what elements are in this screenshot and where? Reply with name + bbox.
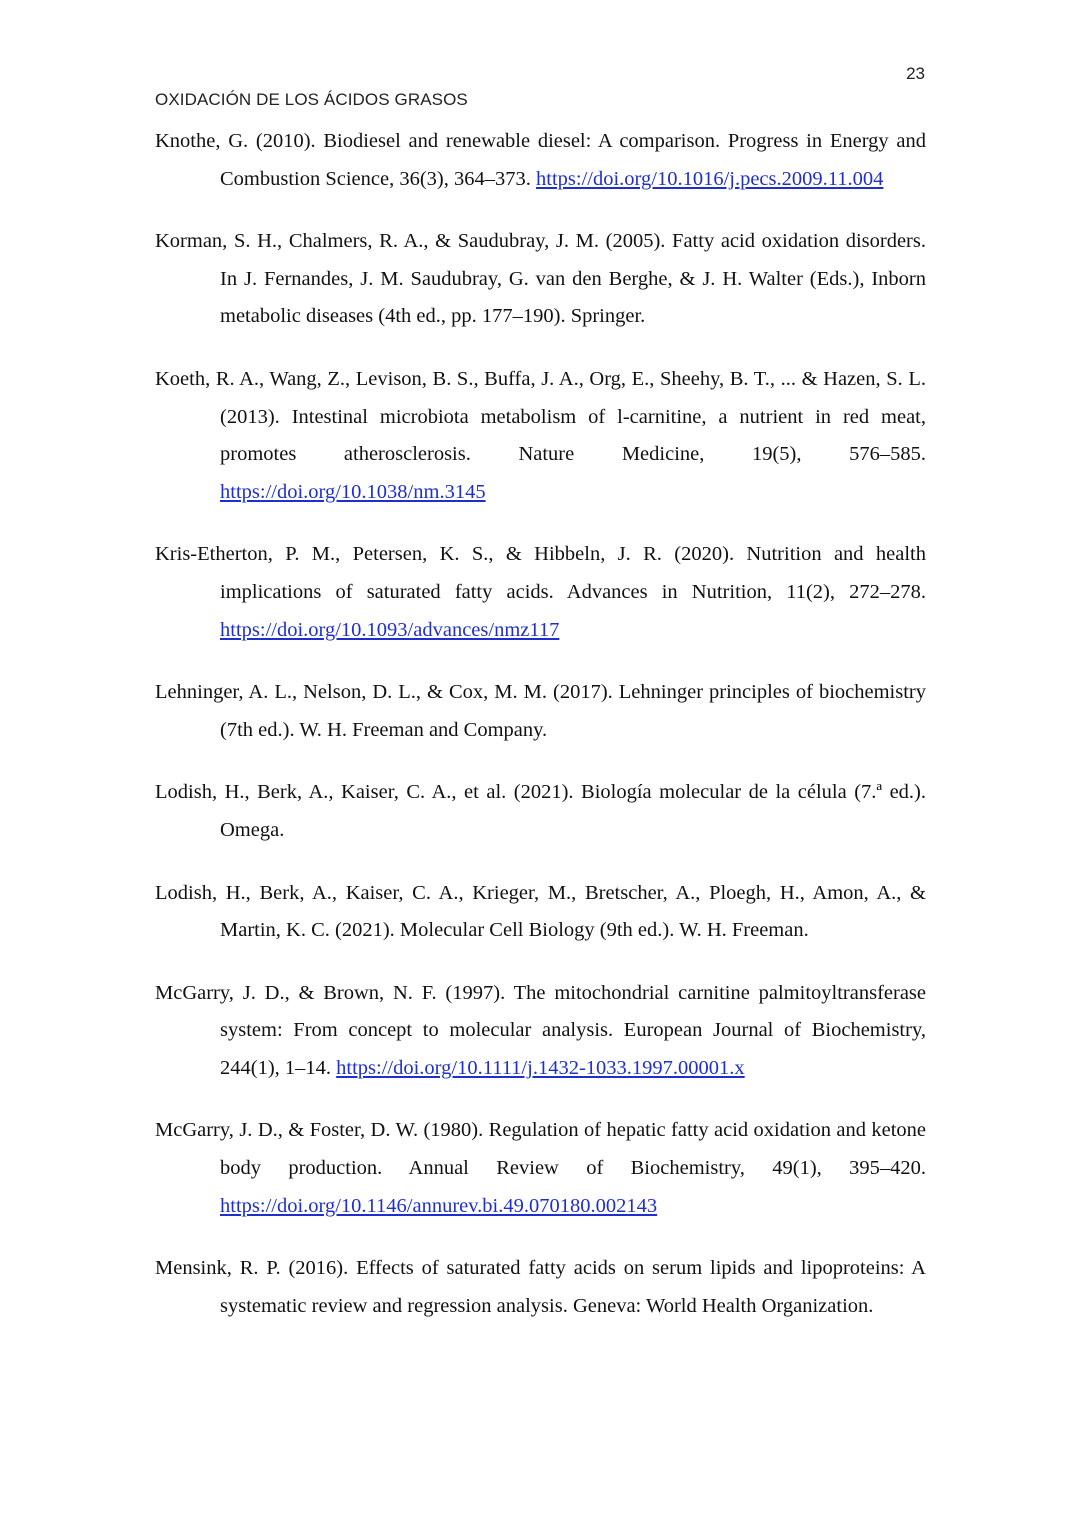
reference-entry: [155, 1250, 926, 1325]
reference-text: Knothe, G. (2010). Biodiesel and renewable diesel: A comparison. Progress in Energy and Combustion Science, 36(3), 364–373.: [155, 130, 926, 190]
reference-text: Lodish, H., Berk, A., Kaiser, C. A., Krieger, M., Bretscher, A., Ploegh, H., Amon, A., & Martin, K. C. (2021). Molecular Cell Biology (9th ed.). W. H. Freeman.: [155, 881, 926, 942]
reference-entry: [155, 361, 926, 511]
reference-text: McGarry, J. D., & Brown, N. F. (1997). The mitochondrial carnitine palmitoyltransferase system: From concept to molecular analysis. European Journal of Biochemistry, 244(1), 1–14.: [155, 981, 926, 1079]
doi-link[interactable]: https://doi.org/10.1093/advances/nmz117: [220, 618, 560, 641]
doi-link[interactable]: https://doi.org/10.1038/nm.3145: [220, 480, 486, 503]
doi-link[interactable]: https://doi.org/10.1146/annurev.bi.49.070180.002143: [220, 1194, 658, 1217]
reference-entry: [155, 536, 926, 649]
reference-entry: [155, 1112, 926, 1225]
reference-text: Lehninger, A. L., Nelson, D. L., & Cox, M. M. (2017). Lehninger principles of biochemistry (7th ed.). W. H. Freeman and Company.: [155, 681, 926, 741]
reference-entry: [155, 123, 926, 198]
reference-text: Kris-Etherton, P. M., Petersen, K. S., & Hibbeln, J. R. (2020). Nutrition and health implications of saturated fatty acids. Advances in Nutrition, 11(2), 272–278.: [155, 543, 926, 603]
reference-text: Mensink, R. P. (2016). Effects of saturated fatty acids on serum lipids and lipoproteins: A systematic review and regression analysis. Geneva: World Health Organization.: [155, 1257, 926, 1317]
reference-entry: [155, 774, 926, 849]
reference-text: Korman, S. H., Chalmers, R. A., & Saudubray, J. M. (2005). Fatty acid oxidation disorders. In J. Fernandes, J. M. Saudubray, G. van den Berghe, & J. H. Walter (Eds.), Inborn metabolic diseases (4th ed., pp. 177–190). Springer.: [155, 230, 926, 328]
reference-entry: [155, 223, 926, 336]
reference-text: Lodish, H., Berk, A., Kaiser, C. A., et al. (2021). Biología molecular de la célula (7.ª ed.). Omega.: [155, 781, 926, 841]
reference-list: [155, 123, 926, 1350]
reference-text: Koeth, R. A., Wang, Z., Levison, B. S., Buffa, J. A., Org, E., Sheehy, B. T., ... & Hazen, S. L. (2013). Intestinal microbiota metabolism of l-carnitine, a nutrient in red meat, promotes atherosclerosis. Nature Medicine, 19(5), 576–585.: [155, 367, 926, 466]
doi-link[interactable]: https://doi.org/10.1111/j.1432-1033.1997.00001.x: [336, 1056, 745, 1079]
reference-entry: [155, 975, 926, 1088]
running-header: OXIDACIÓN DE LOS ÁCIDOS GRASOS: [155, 90, 468, 109]
reference-entry: [155, 875, 926, 950]
reference-text: McGarry, J. D., & Foster, D. W. (1980). Regulation of hepatic fatty acid oxidation and ketone body production. Annual Review of Biochemistry, 49(1), 395–420.: [155, 1119, 926, 1180]
reference-entry: [155, 674, 926, 749]
doi-link[interactable]: https://doi.org/10.1016/j.pecs.2009.11.004: [536, 167, 884, 190]
page-number: 23: [906, 64, 925, 83]
